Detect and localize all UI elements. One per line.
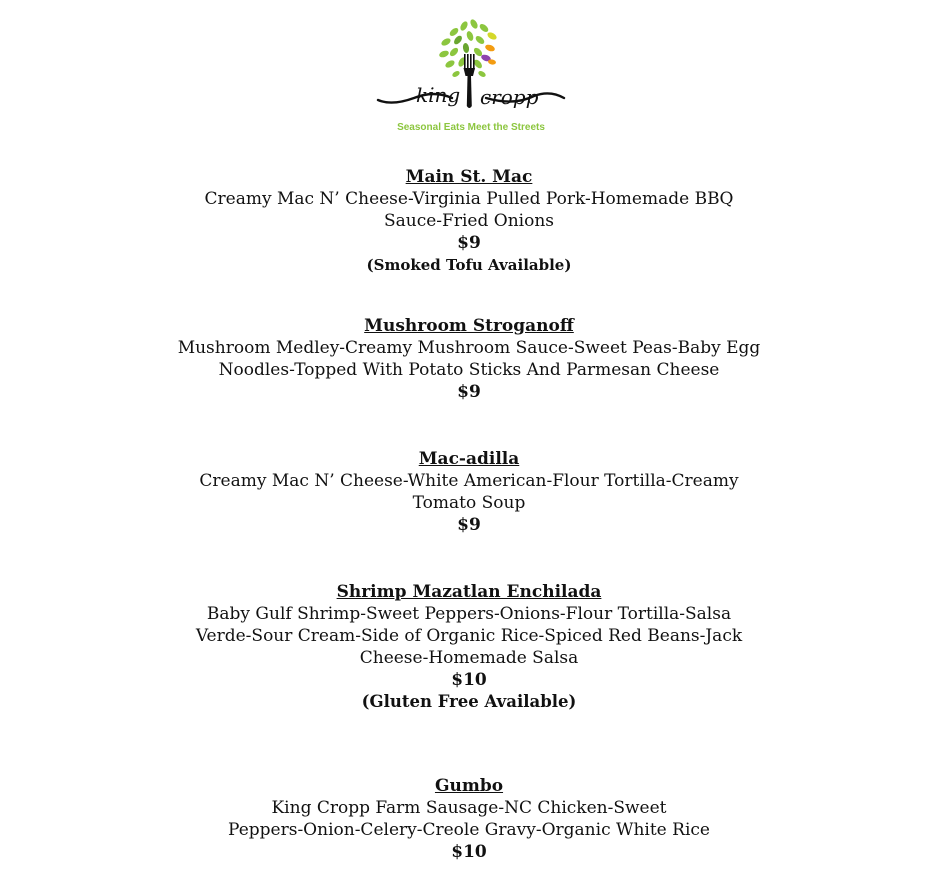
item-title: Mushroom Stroganoff: [364, 316, 574, 336]
item-note: (Gluten Free Available): [361, 692, 577, 711]
menu-item-mushroom-stroganoff: [0, 315, 938, 403]
item-price: $10: [451, 842, 487, 862]
item-price: $9: [457, 233, 481, 253]
item-price: $9: [457, 382, 481, 402]
brand-name-left: king: [416, 83, 461, 107]
brand-tagline: Seasonal Eats Meet the Streets: [397, 122, 545, 133]
item-description-line: Mushroom Medley-Creamy Mushroom Sauce-Sweet Peas-Baby Egg: [177, 338, 761, 358]
menu-item-gumbo: [0, 775, 938, 863]
menu-item-main-st-mac: [0, 166, 938, 276]
item-description-line: Tomato Soup: [412, 493, 526, 513]
item-description: [0, 470, 938, 514]
item-description-line: Sauce-Fried Onions: [384, 211, 554, 231]
item-description-line: Creamy Mac N’ Cheese-Virginia Pulled Pork-Homemade BBQ: [204, 189, 734, 209]
item-title: Mac-adilla: [418, 449, 520, 469]
item-note: (Smoked Tofu Available): [366, 256, 572, 274]
item-description-line: Peppers-Onion-Celery-Creole Gravy-Organic White Rice: [228, 820, 710, 840]
menu-item-shrimp-mazatlan-enchilada: [0, 581, 938, 713]
menu-item-mac-adilla: [0, 448, 938, 536]
item-title: Shrimp Mazatlan Enchilada: [336, 582, 602, 602]
item-price: $9: [457, 515, 481, 535]
item-description-line: Verde-Sour Cream-Side of Organic Rice-Spiced Red Beans-Jack: [195, 626, 743, 646]
item-title: Main St. Mac: [405, 167, 533, 187]
item-description: [0, 603, 938, 669]
item-description: [0, 797, 938, 841]
brand-name-right: cropp: [480, 85, 539, 109]
item-description-line: Cheese-Homemade Salsa: [359, 648, 579, 668]
item-description-line: Noodles-Topped With Potato Sticks And Parmesan Cheese: [218, 360, 720, 380]
fork-icon: [464, 54, 476, 108]
item-description: [0, 188, 938, 232]
king-cropp-logo: [374, 18, 568, 138]
item-description-line: Creamy Mac N’ Cheese-White American-Flour Tortilla-Creamy: [199, 471, 739, 491]
tree-fork-logo-icon: [374, 18, 568, 122]
item-description: [0, 337, 938, 381]
item-description-line: King Cropp Farm Sausage-NC Chicken-Sweet: [271, 798, 667, 818]
item-description-line: Baby Gulf Shrimp-Sweet Peppers-Onions-Flour Tortilla-Salsa: [206, 604, 732, 624]
item-title: Gumbo: [434, 776, 504, 796]
item-price: $10: [451, 670, 487, 690]
